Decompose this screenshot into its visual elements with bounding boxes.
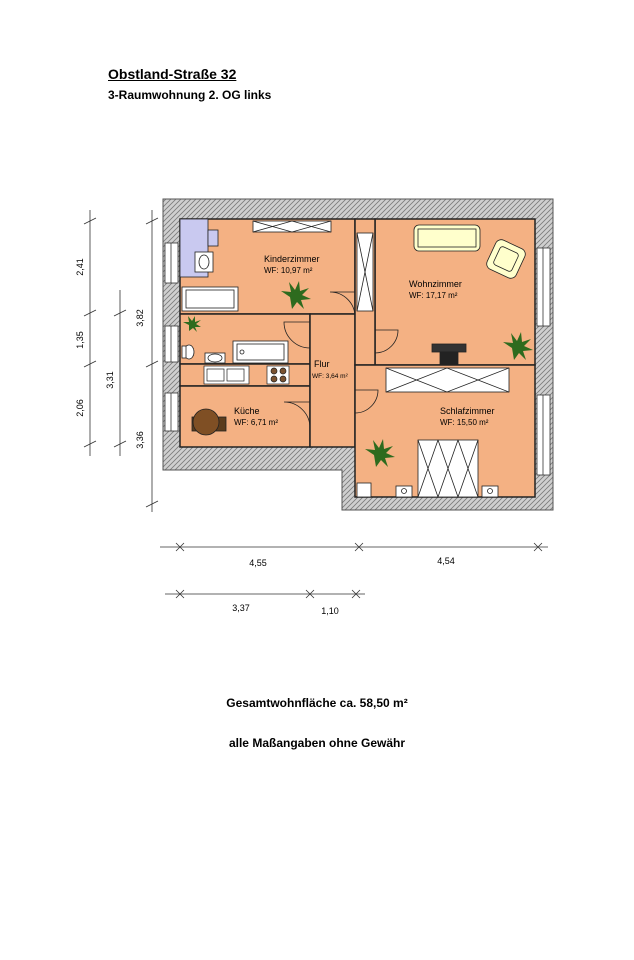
room-area: WF: 10,97 m² [264, 266, 313, 275]
dimension-label: 1,35 [75, 331, 85, 349]
room-area: WF: 3,64 m² [312, 373, 348, 380]
dimension-label: 3,37 [232, 603, 250, 613]
dimension-label: 3,82 [135, 309, 145, 327]
dimension-label: 2,41 [75, 258, 85, 276]
room-area: WF: 15,50 m² [440, 418, 489, 427]
bottom-dimension-lines [160, 543, 548, 598]
room-area: WF: 17,17 m² [409, 291, 458, 300]
kuechenzeile [204, 366, 289, 384]
dimension-label: 1,10 [321, 606, 339, 616]
room-label: Wohnzimmer [409, 279, 462, 289]
dimension-label: 4,54 [437, 556, 455, 566]
dimension-label: 2,06 [75, 399, 85, 417]
room-flur [310, 314, 355, 447]
room-label: Flur [314, 359, 330, 369]
disclaimer: alle Maßangaben ohne Gewähr [228, 736, 406, 750]
dimension-label: 3,31 [105, 371, 115, 389]
page-title: Obstland-Straße 32 [108, 66, 237, 82]
dimension-label: 4,55 [249, 558, 267, 568]
room-label: Schlafzimmer [440, 406, 495, 416]
page-subtitle: 3-Raumwohnung 2. OG links [108, 88, 272, 102]
left-dimension-lines [84, 210, 158, 512]
room-label: Kinderzimmer [264, 254, 320, 264]
room-area: WF: 6,71 m² [234, 418, 279, 427]
room-label: Küche [234, 406, 260, 416]
dimension-label: 3,36 [135, 431, 145, 449]
total-living-area: Gesamtwohnfläche ca. 58,50 m² [226, 696, 408, 710]
